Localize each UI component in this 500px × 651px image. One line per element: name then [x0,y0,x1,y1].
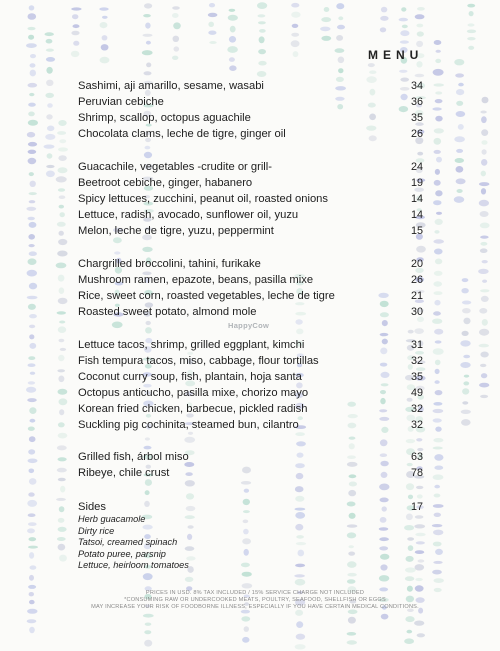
menu-item [78,79,423,94]
item-price: 35 [410,371,423,383]
happycow-watermark: HappyCow [228,321,270,330]
item-price: 26 [410,274,423,286]
menu-title: MENU [368,48,424,62]
menu-item [78,450,423,465]
item-name: Ribeye, chile crust [78,467,170,479]
item-price: 34 [410,80,423,92]
item-price: 15 [410,225,423,237]
menu-item [78,386,423,401]
item-name: Chargrilled broccolini, tahini, furikake [78,258,261,270]
item-price: 36 [410,96,423,108]
item-price: 21 [410,290,423,302]
menu-item [78,402,423,417]
menu-item [78,224,423,239]
item-name: Suckling pig cochinita, steamed bun, cilantro [78,419,299,431]
item-price: 30 [410,306,423,318]
side-item: Lettuce, heirloom tomatoes [78,560,189,570]
item-name: Lettuce, radish, avocado, sunflower oil, yuzu [78,209,299,221]
item-name: Lettuce tacos, shrimp, grilled eggplant, kimchi [78,339,305,351]
menu-item [78,418,423,433]
item-name: Spicy lettuces, zucchini, peanut oil, roasted onions [78,193,328,205]
sides-list [78,514,189,572]
menu-item [78,289,423,304]
item-name: Peruvian cebiche [78,96,164,108]
menu-item [78,208,423,223]
item-price: 14 [410,193,423,205]
item-price: 78 [410,467,423,479]
menu-item [78,127,423,142]
item-name: Sashimi, aji amarillo, sesame, wasabi [78,80,264,92]
item-name: Guacachile, vegetables -crudite or grill- [78,161,273,173]
menu-item [78,176,423,191]
menu-item [78,338,423,353]
footer-line: PRICES IN USD. 8% TAX INCLUDED / 15% SERVICE CHARGE NOT INCLUDED [145,590,365,596]
item-name: Korean fried chicken, barbecue, pickled radish [78,403,308,415]
menu-item [78,370,423,385]
item-name: Shrimp, scallop, octopus aguachile [78,112,251,124]
item-name: Fish tempura tacos, miso, cabbage, flour tortillas [78,355,319,367]
item-name: Mushroom ramen, epazote, beans, pasilla mixe [78,274,314,286]
item-price: 20 [410,258,423,270]
footer-line: *CONSUMING RAW OR UNDERCOOKED MEATS, POULTRY, SEAFOOD, SHELLFISH OR EGGS [124,597,386,603]
item-price: 32 [410,355,423,367]
sides-price: 17 [410,501,423,513]
item-price: 49 [410,387,423,399]
item-name: Rice, sweet corn, roasted vegetables, leche de tigre [78,290,335,302]
side-item: Herb guacamole [78,514,146,524]
item-price: 19 [410,177,423,189]
sides-heading-row [78,500,423,515]
footer-line: MAY INCREASE YOUR RISK OF FOODBORNE ILLNESS, ESPECIALLY IF YOU HAVE CERTAIN MEDICAL CONDITIONS. [91,604,419,610]
menu-item [78,273,423,288]
item-name: Grilled fish, árbol miso [78,451,189,463]
menu-item [78,354,423,369]
item-name: Octopus anticucho, pasilla mixe, chorizo mayo [78,387,309,399]
sides-heading: Sides [78,501,106,513]
item-name: Beetroot cebiche, ginger, habanero [78,177,253,189]
menu-item [78,257,423,272]
item-price: 32 [410,419,423,431]
item-name: Coconut curry soup, fish, plantain, hoja santa [78,371,302,383]
item-price: 26 [410,128,423,140]
menu-item [78,111,423,126]
item-price: 32 [410,403,423,415]
side-item: Potato puree, parsnip [78,548,166,559]
menu-item [78,95,423,110]
menu-item [78,466,423,481]
item-price: 31 [410,339,423,351]
item-price: 63 [410,451,423,463]
side-item: Dirty rice [78,525,115,536]
item-price: 35 [410,112,423,124]
item-price: 24 [410,161,423,173]
item-price: 14 [410,209,423,221]
side-item: Tatsoi, creamed spinach [78,537,178,547]
menu-item [78,192,423,207]
menu-item [78,160,423,175]
footer-notice [60,590,450,611]
menu-item [78,305,423,320]
item-name: Melon, leche de tigre, yuzu, peppermint [78,225,274,237]
item-name: Roasted sweet potato, almond mole [78,306,257,318]
item-name: Chocolata clams, leche de tigre, ginger oil [78,128,286,140]
